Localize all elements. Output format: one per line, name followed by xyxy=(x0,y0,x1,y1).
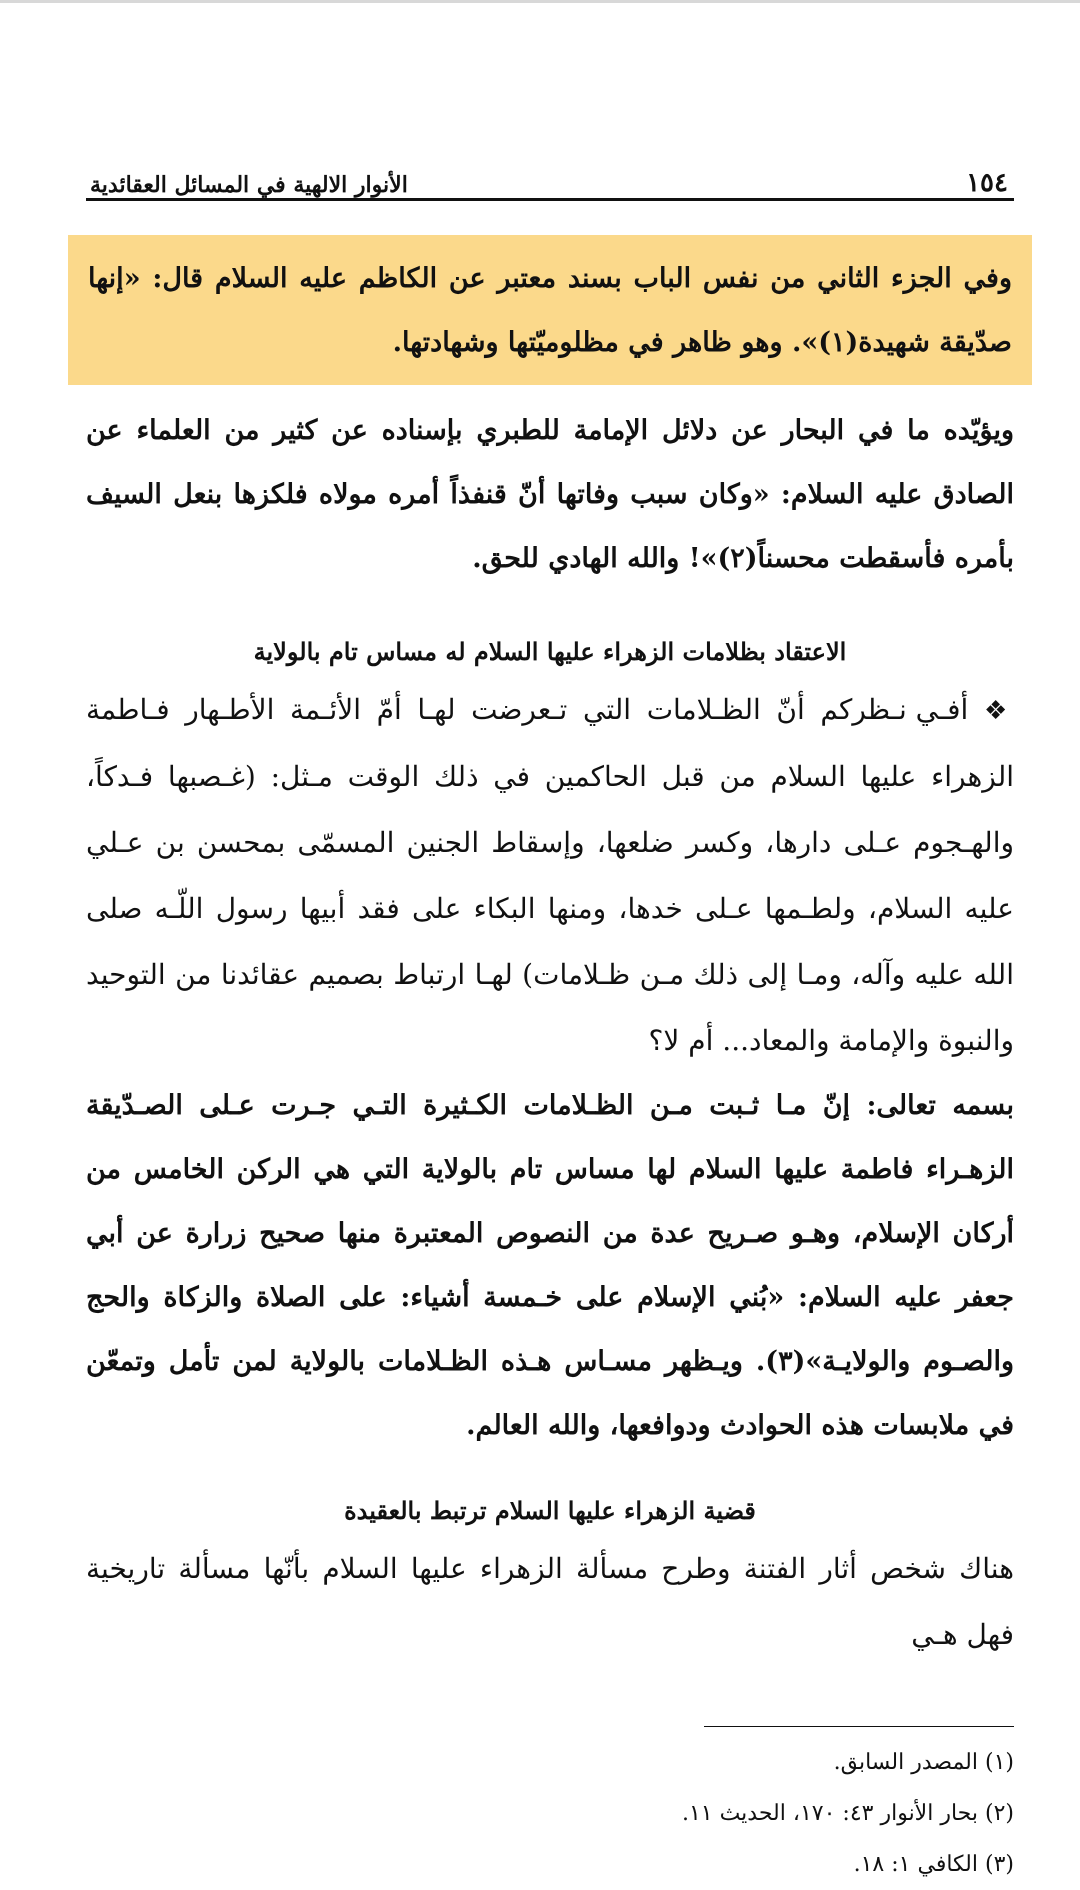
highlighted-passage xyxy=(68,235,1032,385)
page-header xyxy=(86,150,1014,201)
highlighted-paragraph-text: وفي الجزء الثاني من نفس الباب بسند معتبر عن الكاظم عليه السلام قال: «إنها صدّيقة شهيدة(١)». وهو ظاهر في مظلوميّتها وشهادتها. xyxy=(88,263,1012,358)
question-paragraph xyxy=(86,677,1014,1074)
question-marker-icon: ❖ xyxy=(983,696,1014,726)
paragraph-tabari-narration: ويؤيّده ما في البحار عن دلائل الإمامة للطبري بإسناده عن كثير من العلماء عن الصادق عليه السلام: «وكان سبب وفاتها أنّ قنفذاً أمره مولاه فلكزها بنعل السيف بأمره فأسقطت محسناً(٢)»! والله الهادي للحق. xyxy=(86,415,1014,574)
footnote-separator xyxy=(704,1726,1014,1727)
footnote-1: (١) المصدر السابق. xyxy=(833,1750,1014,1775)
footnote-3: (٣) الكافي ١: ١٨. xyxy=(853,1852,1014,1877)
running-title: الأنوار الالهية في المسائل العقائدية xyxy=(90,172,408,198)
footnote-2: (٢) بحار الأنوار ٤٣: ١٧٠، الحديث ١١. xyxy=(681,1801,1014,1826)
section-heading-wilaya: الاعتقاد بظلامات الزهراء عليها السلام له مساس تام بالولاية xyxy=(253,637,847,666)
answer-paragraph: بسمه تعالى: إنّ مـا ثـبت مـن الظـلامات الكـثيرة التـي جـرت عـلى الصـدّيقة الزهـراء فاطمة عليها السلام لها مساس تام بالولاية التي هي الركن الخامس من أركان الإسلام، وهـو صـريح عدة من النصوص المعتبرة منها صحيح زرارة عن أبي جعفر عليه السلام: «بُني الإسلام على خـمسة أشياء: على الصلاة والزكاة والحج والصـوم والولايـة»(٣). ويـظهر مسـاس هـذه الظـلامات بالولاية لمن تأمل وتمعّن في ملابسات هذه الحوادث ودوافعها، والله العالم. xyxy=(86,1090,1014,1441)
question-text: أفـي نـظركم أنّ الظـلامات التي تـعرضت لهـا أمّ الأئـمة الأطـهار فـاطمة الزهراء عليها السلام من قبل الحاكمين في ذلك الوقت مـثل: (غـصبها فـدكاً، والهـجوم عـلى دارها، وكسر ضلعها، وإسقاط الجنين المسمّى بمحسن بن عـلي عليه السلام، ولطـمها عـلى خدها، ومنها البكاء على فقد أبيها رسول اللّـه صلى الله عليه وآله، ومـا إلى ذلك مـن ظـلامات) لهـا ارتباط بصميم عقائدنا من التوحيد والنبوة والإمامة والمعاد... أم لا؟ xyxy=(86,693,1015,1057)
book-page xyxy=(86,150,1014,1890)
section-heading-aqida: قضية الزهراء عليها السلام ترتبط بالعقيدة xyxy=(344,1496,756,1525)
last-paragraph: هناك شخص أثار الفتنة وطرح مسألة الزهراء عليها السلام بأنّها مسألة تاريخية فهل هـي xyxy=(86,1552,1014,1651)
top-edge-strip xyxy=(0,0,1080,3)
page-number: ١٥٤ xyxy=(966,168,1008,198)
footnotes xyxy=(86,1737,1014,1890)
